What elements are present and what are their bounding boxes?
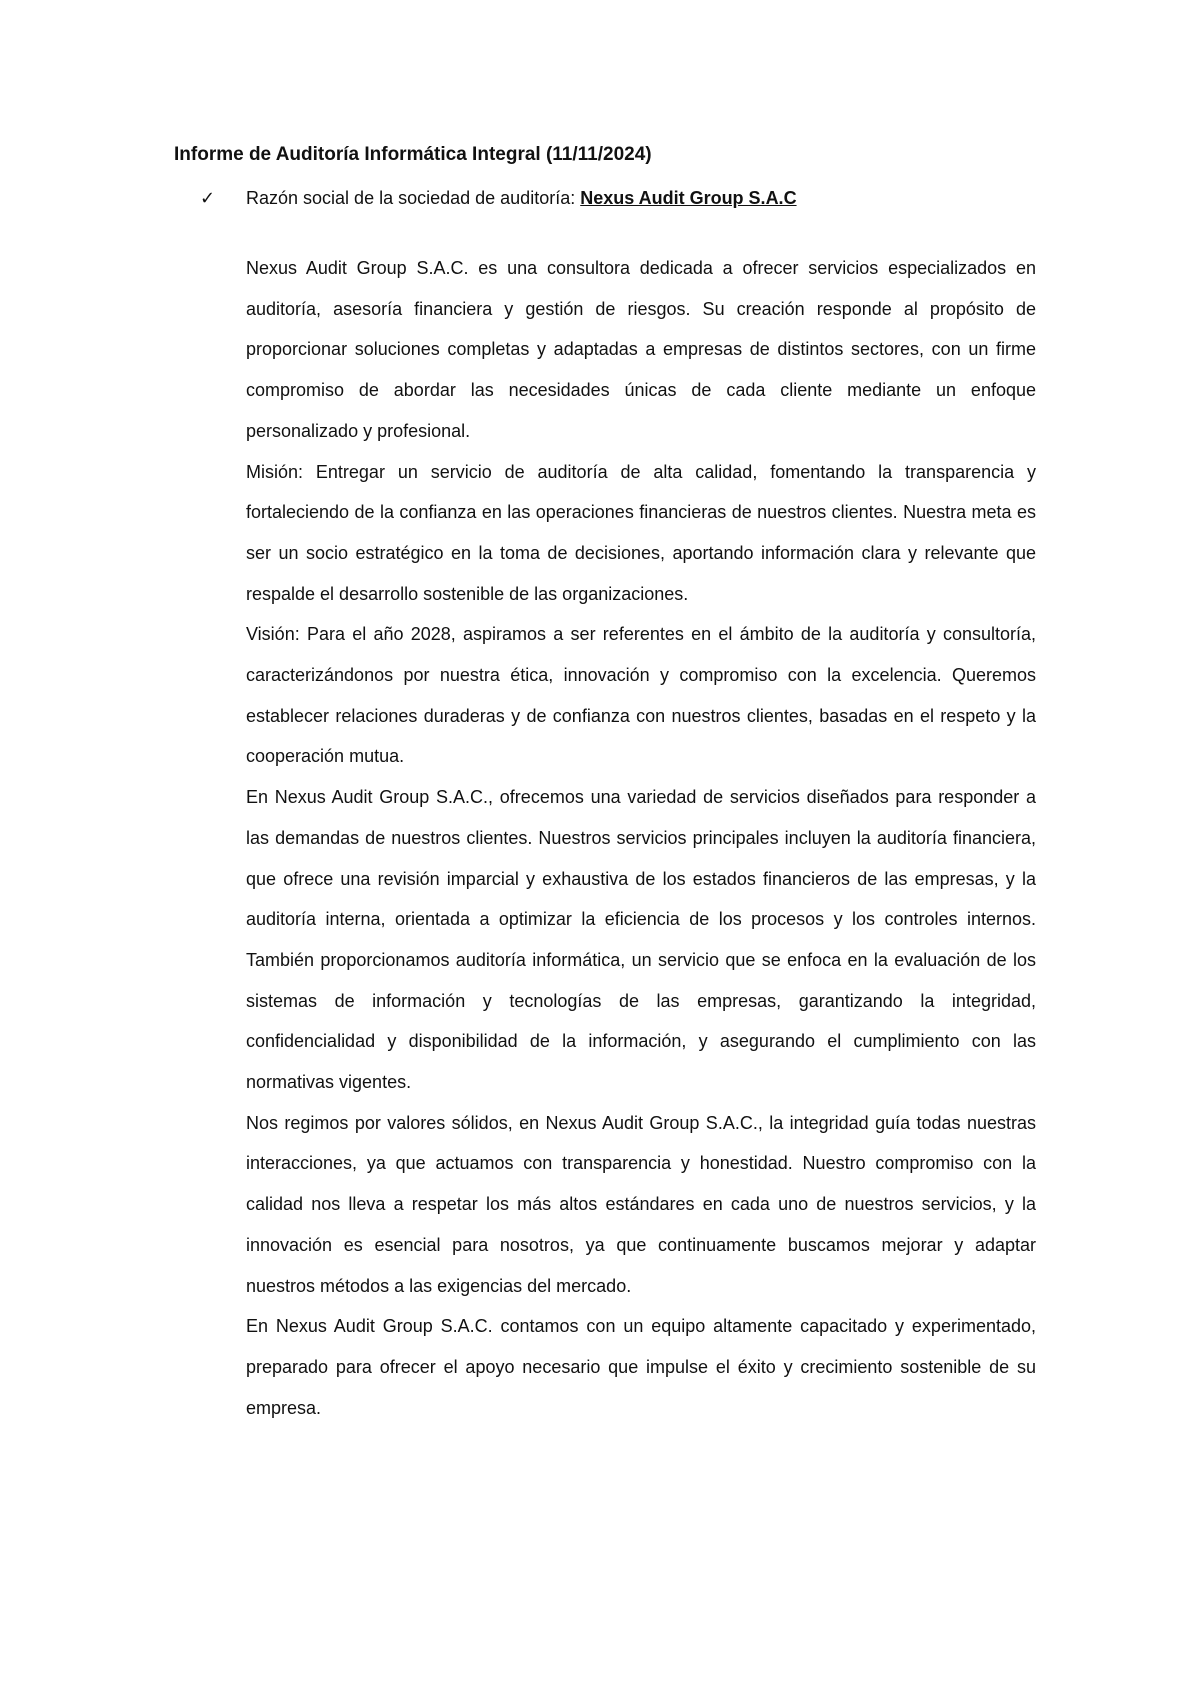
company-bullet — [200, 188, 797, 209]
mission-paragraph: Misión: Entregar un servicio de auditoría de alta calidad, fomentando la transparencia y fortaleciendo de la confianza en las operaciones financieras de nuestros clientes. Nuestra meta es ser un socio estratégico en la toma de decisiones, aportando información clara y relevante que respalde el desarrollo sostenible de las organizaciones. — [246, 461, 1036, 604]
team-paragraph: En Nexus Audit Group S.A.C. contamos con un equipo altamente capacitado y experimentado, preparado para ofrecer el apoyo necesario que impulse el éxito y crecimiento sostenible de su empresa. — [246, 1316, 1036, 1418]
values-paragraph: Nos regimos por valores sólidos, en Nexus Audit Group S.A.C., la integridad guía todas nuestras interacciones, ya que actuamos con transparencia y honestidad. Nuestro compromiso con la calidad nos lleva a respetar los más altos estándares en cada uno de nuestros servicios, y la innovación es esencial para nosotros, ya que continuamente buscamos mejorar y adaptar nuestros métodos a las exigencias del mercado. — [246, 1112, 1036, 1296]
intro-paragraph: Nexus Audit Group S.A.C. es una consultora dedicada a ofrecer servicios especializados en auditoría, asesoría financiera y gestión de riesgos. Su creación responde al propósito de proporcionar soluciones completas y adaptadas a empresas de distintos sectores, con un firme compromiso de abordar las necesidades únicas de cada cliente mediante un enfoque personalizado y profesional. — [246, 258, 1036, 441]
document-title: Informe de Auditoría Informática Integral (11/11/2024) — [174, 144, 652, 165]
document-body — [246, 248, 1036, 1428]
company-label: Razón social de la sociedad de auditoría: — [246, 188, 581, 208]
company-name: Nexus Audit Group S.A.C — [580, 188, 797, 208]
vision-paragraph: Visión: Para el año 2028, aspiramos a ser referentes en el ámbito de la auditoría y consultoría, caracterizándonos por nuestra ética, innovación y compromiso con la excelencia. Queremos establecer relaciones duraderas y de confianza con nuestros clientes, basadas en el respeto y la cooperación mutua. — [246, 624, 1036, 767]
check-icon: ✓ — [200, 188, 216, 208]
services-paragraph: En Nexus Audit Group S.A.C., ofrecemos una variedad de servicios diseñados para responder a las demandas de nuestros clientes. Nuestros servicios principales incluyen la auditoría financiera, que ofrece una revisión imparcial y exhaustiva de los estados financieros de las empresas, y la auditoría interna, orientada a optimizar la eficiencia de los procesos y los controles internos. También proporcionamos auditoría informática, un servicio que se enfoca en la evaluación de los sistemas de información y tecnologías de las empresas, garantizando la integridad, confidencialidad y disponibilidad de la información, y asegurando el cumplimiento con las normativas vigentes. — [246, 787, 1036, 1093]
